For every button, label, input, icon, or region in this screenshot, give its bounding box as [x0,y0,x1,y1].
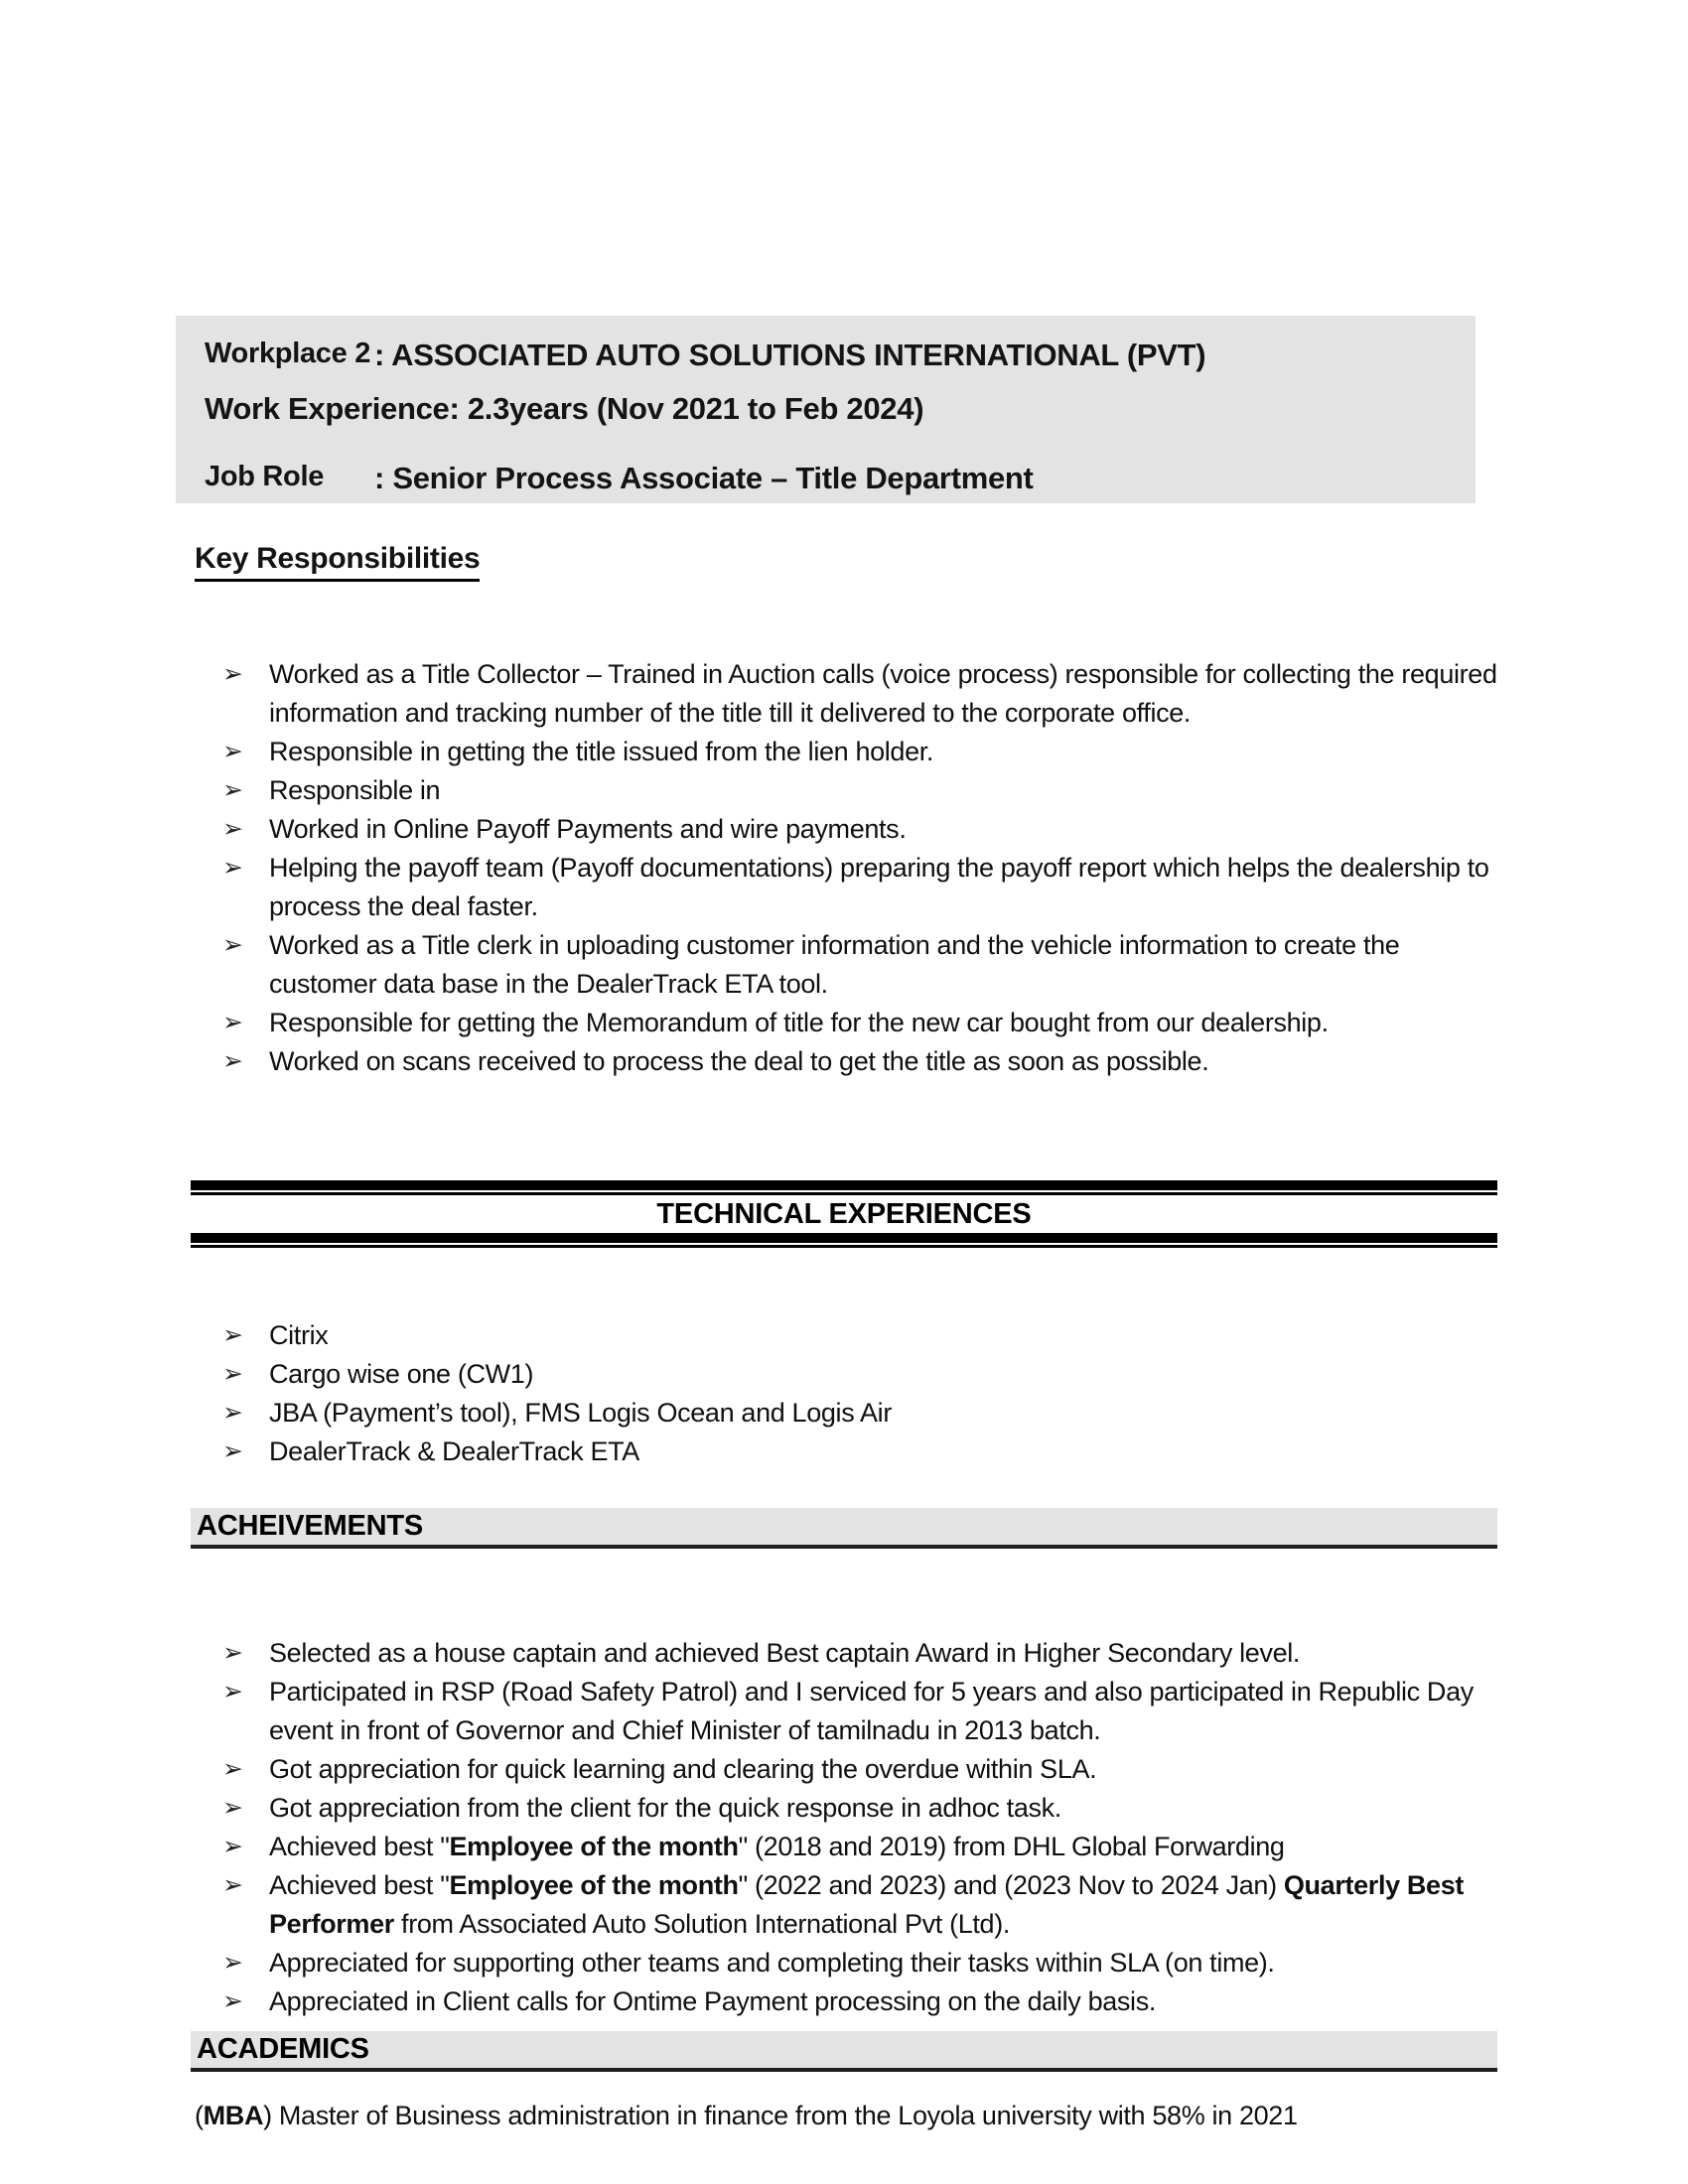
text-segment: ( [195,2101,204,2130]
list-item-text: Citrix [269,1320,329,1350]
bullet-arrow-icon: ➢ [222,815,243,843]
list-item-text: Responsible in [269,775,441,805]
list-item [220,1944,1503,1982]
bullet-arrow-icon: ➢ [222,660,243,688]
list-item-text: Got appreciation for quick learning and clearing the overdue within SLA. [269,1754,1097,1784]
top-thick-rule [191,1180,1497,1190]
technical-experiences-title: TECHNICAL EXPERIENCES [656,1198,1032,1230]
bullet-arrow-icon: ➢ [222,1794,243,1822]
list-item [220,1634,1503,1673]
text-segment: from Associated Auto Solution International Pvt (Ltd). [393,1909,1011,1939]
list-item-text: Responsible in getting the title issued from the lien holder. [269,737,934,766]
work-experience-text: Work Experience: 2.3years (Nov 2021 to Feb 2024) [205,391,924,426]
list-item [220,849,1503,926]
achievements-section-heading [191,1508,1497,1549]
text-segment: Achieved best " [269,1870,450,1900]
list-item-text: Helping the payoff team (Payoff documentations) preparing the payoff report which helps the dealership to process the deal faster. [269,853,1489,921]
text-segment: ) Master of Business administration in finance from the Loyola university with 58% in 2021 [263,2101,1298,2130]
bullet-arrow-icon: ➢ [222,738,243,765]
list-item [220,1355,1503,1394]
technical-experiences-section-heading [191,1180,1497,1248]
list-item-text: Appreciated for supporting other teams and completing their tasks within SLA (on time). [269,1948,1275,1978]
text-segment: " (2018 and 2019) from DHL Global Forwarding [738,1832,1285,1861]
list-item [220,1042,1503,1081]
list-item-text: JBA (Payment’s tool), FMS Logis Ocean and Logis Air [269,1398,892,1428]
academics-section-heading [191,2031,1497,2072]
list-item [220,1394,1503,1433]
list-item [220,655,1503,733]
list-item [220,1433,1503,1471]
list-item [220,1750,1503,1789]
bullet-arrow-icon: ➢ [222,1639,243,1667]
list-item-text: Participated in RSP (Road Safety Patrol) and I serviced for 5 years and also participated in Republic Day event in front of Governor and Chief Minister of tamilnadu in 2013 batch. [269,1677,1474,1745]
bullet-arrow-icon: ➢ [222,1360,243,1388]
list-item [220,771,1503,810]
bullet-arrow-icon: ➢ [222,1833,243,1860]
list-item [220,1316,1503,1355]
text-segment: Quarterly Best Performer [269,1870,1465,1939]
bullet-arrow-icon: ➢ [222,1047,243,1075]
list-item [220,1789,1503,1828]
list-item [220,1673,1503,1750]
bullet-arrow-icon: ➢ [222,1399,243,1427]
academics-title: ACADEMICS [197,2033,369,2065]
bullet-arrow-icon: ➢ [222,1987,243,2015]
job-role-row [176,461,1476,500]
list-item-text: Worked as a Title clerk in uploading customer information and the vehicle information to create the customer data base in the DealerTrack ETA tool. [269,930,1400,999]
list-item [220,1828,1503,1866]
list-item [220,926,1503,1004]
list-item-text: Worked as a Title Collector – Trained in Auction calls (voice process) responsible for collecting the required information and tracking number of the title till it delivered to the corporate office. [269,659,1497,728]
bullet-arrow-icon: ➢ [222,1949,243,1977]
list-item-text: Worked in Online Payoff Payments and wire payments. [269,814,907,844]
workplace-value: : ASSOCIATED AUTO SOLUTIONS INTERNATIONAL (PVT) [374,338,1206,372]
achievements-list [220,1634,1503,2021]
list-item [220,1982,1503,2021]
academics-degree-line [195,2097,1497,2135]
bullet-arrow-icon: ➢ [222,1321,243,1349]
text-segment: MBA [203,2101,264,2130]
list-item-text: DealerTrack & DealerTrack ETA [269,1436,639,1466]
bullet-arrow-icon: ➢ [222,1437,243,1465]
bullet-arrow-icon: ➢ [222,1009,243,1036]
bottom-thin-rule [191,1245,1497,1248]
list-item [220,810,1503,849]
list-item-text: Got appreciation from the client for the quick response in adhoc task. [269,1793,1061,1823]
job-role-value: : Senior Process Associate – Title Department [374,461,1034,495]
list-item-text: Selected as a house captain and achieved Best captain Award in Higher Secondary level. [269,1638,1301,1668]
workplace-header-box [176,316,1476,503]
text-segment: Employee of the month [449,1870,739,1900]
key-responsibilities-title: Key Responsibilities [195,542,480,582]
list-item-text [269,1832,1285,1861]
text-segment: Employee of the month [449,1832,739,1861]
key-responsibilities-heading [195,542,480,582]
work-experience-row [176,391,1476,431]
job-role-label: Job Role [205,461,325,492]
technical-list [220,1316,1503,1471]
list-item-text: Worked on scans received to process the deal to get the title as soon as possible. [269,1046,1209,1076]
bottom-thick-rule [191,1233,1497,1243]
list-item-text: Responsible for getting the Memorandum of title for the new car bought from our dealership. [269,1008,1329,1037]
list-item [220,1866,1503,1944]
text-segment: Achieved best " [269,1832,450,1861]
responsibilities-list [220,655,1503,1081]
achievements-title: ACHEIVEMENTS [197,1510,424,1542]
list-item [220,1004,1503,1042]
workplace-row [176,338,1476,377]
list-item-text: Cargo wise one (CW1) [269,1359,534,1389]
bullet-arrow-icon: ➢ [222,854,243,882]
bullet-arrow-icon: ➢ [222,1678,243,1706]
list-item [220,733,1503,771]
list-item-text [269,1870,1464,1939]
bullet-arrow-icon: ➢ [222,931,243,959]
text-segment: " (2022 and 2023) and (2023 Nov to 2024 Jan) [738,1870,1284,1900]
bullet-arrow-icon: ➢ [222,1755,243,1783]
workplace-label: Workplace 2 [205,338,371,369]
list-item-text: Appreciated in Client calls for Ontime Payment processing on the daily basis. [269,1986,1157,2016]
bullet-arrow-icon: ➢ [222,1871,243,1899]
bullet-arrow-icon: ➢ [222,776,243,804]
